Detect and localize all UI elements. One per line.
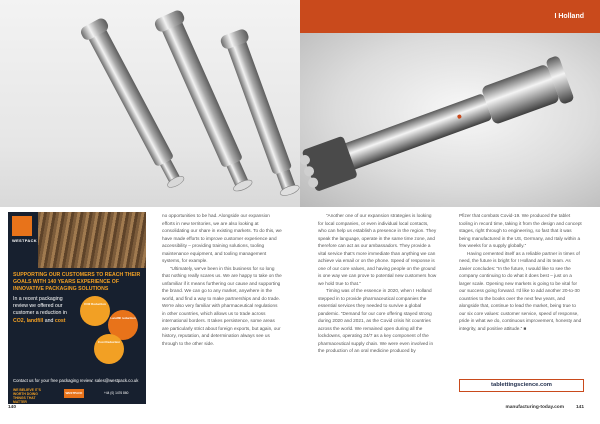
ad-phone-number: +44 (0) 1476 860 <box>104 391 129 395</box>
ad-warehouse-photo <box>38 212 146 268</box>
ad-circle-co2: CO2 Reduction <box>80 296 110 326</box>
multi-tip-punch-illustration <box>300 33 600 207</box>
paragraph: “Ultimately, we've been in this business for so long that nothing really scares us. We are happy to take on the unfamiliar if it means furthering our cause and supporting the brand. We can go to any market, anywhere in the world, and find a way to make partnerships and do trade. We're also very familiar with pharmaceutical regulations in other countries, which allows us to trade across international borders. It takes persistence, some areas are particularly strict about foreign exports, but again, our history, reputation, and determination always see us through to the other side. <box>162 265 282 346</box>
ad-body-text: In a recent packaging review we offered our customer a reduction in CO2, landfill and cost <box>13 296 67 324</box>
ad-circle-cost: Cost Reduction <box>94 334 124 364</box>
article-column-3 <box>459 212 584 332</box>
paragraph: Having cemented itself as a reliable partner in times of need, the future is bright for I Holland and its team. As Javier concludes: “In the future, I would like to see the company continuing to do what it does best – just on a larger scale. Opening new markets is going to be vital for our success going forward. I'd like to add another 20-to-30 countries to the books over the next few years, and alongside that, continue to lead the market, being true to our six core values: customer service, speed of response, pride in what we do, continuous improvement, honesty and integrity, and positive attitude.” ■ <box>459 250 582 331</box>
tooling-punches-photo <box>0 0 300 207</box>
page-number-left: 140 <box>8 405 17 410</box>
punches-illustration <box>0 0 300 207</box>
section-title: I Holland <box>554 13 584 20</box>
article-column-2 <box>318 212 438 355</box>
page-number-right: 141 <box>575 405 584 410</box>
westpack-advertisement[interactable] <box>8 212 146 404</box>
ad-headline: SUPPORTING OUR CUSTOMERS TO REACH THEIR GOALS WITH 140 YEARS EXPERIENCE OF INNOVATIVE PACKAGING SOLUTIONS <box>13 272 141 293</box>
ad-contact-line[interactable]: Contact us for your free packaging review: sales@westpack.co.uk <box>13 378 139 383</box>
multi-tip-punch-photo <box>300 33 600 207</box>
westpack-logo-text: WESTPACK <box>12 238 37 243</box>
paragraph: Timing was of the essence in 2020, when I Holland stepped in to provide pharmaceutical companies the essential services they needed to survive a global pandemic. “Demand for our core offering stayed strong during 2020 and 2021, as the Covid crisis hit countries across the world. We remained open during all the lockdowns, operating 24/7 as a key component of the pharmaceutical supply chain. We were even involved in the production of an oral medicine produced by <box>318 288 434 353</box>
article-column-1 <box>162 212 282 347</box>
ad-footer-logo: WESTPACK <box>64 389 84 398</box>
website-link[interactable]: tablettingscience.com <box>459 379 584 392</box>
section-header-bar <box>300 0 600 33</box>
paragraph: “Another one of our expansion strategies is looking for local companies, or even individual local contacts, who can help us establish a presence in the region. They speak the language, operate in the same time zone, and therefore can act as our ambassadors. They provide a vital service that's more immediate than anything we can achieve via email or on the phone. Speed of response is one of our core values, and having people on the ground is one way we can prove to potential new customers how we hold true to that.” <box>318 213 437 286</box>
ad-circle-landfill: Landfill reduction <box>108 310 138 340</box>
paragraph: Pfizer that combats Covid-19. We produced the tablet tooling in record time, taking it from the design and concept stages, right through to engineering, so fast that it was being manufactured in the US, Germany, and Italy within a few weeks for a supply globally.” <box>459 213 582 248</box>
publication-site[interactable]: manufacturing-today.com <box>505 405 564 410</box>
paragraph: no opportunities to be had. Alongside our expansion efforts in new territories, we are also looking at consolidating our share in existing markets. To do this, we have made efforts to improve customer experience and accessibility – providing training solutions, tooling maintenance equipment, and tooling management systems, for example. <box>162 213 282 263</box>
ad-footer-tagline: WE BELIEVE IT'S WORTH DOING THINGS THAT MATTER <box>13 388 41 404</box>
westpack-logo-mark <box>12 216 32 236</box>
